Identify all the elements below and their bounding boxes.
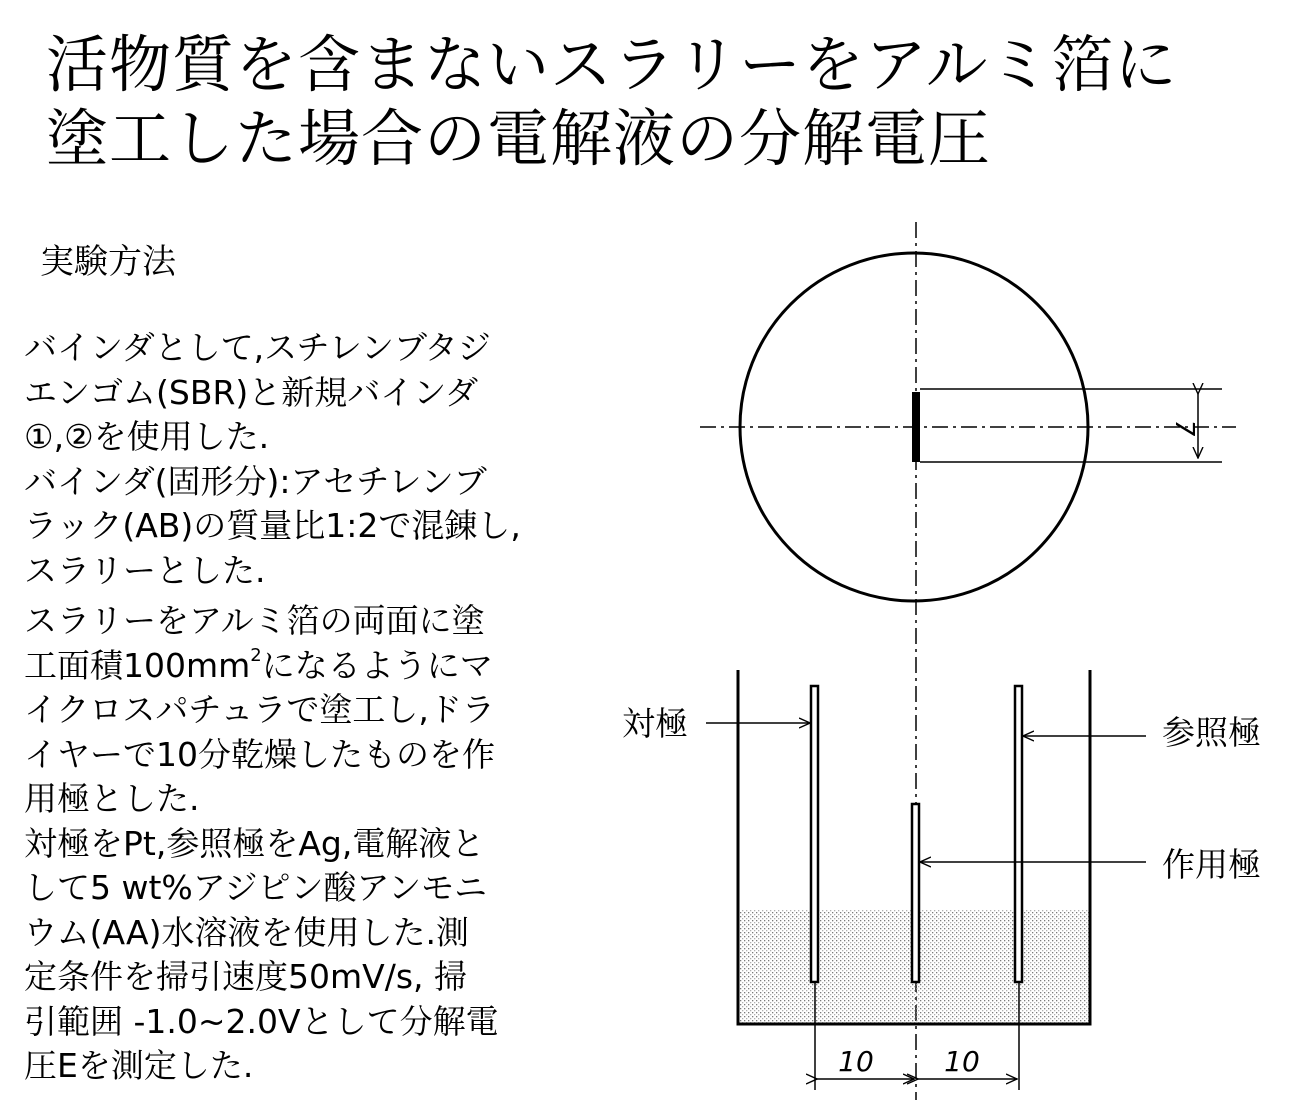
- working-electrode-label: 作用極: [1162, 845, 1261, 884]
- p3-line-2-post: になるようにマ: [261, 645, 493, 685]
- p3-line-5: 用極とした.: [24, 779, 200, 818]
- p3-line-3: イクロスパチュラで塗工し,ドラ: [24, 690, 495, 729]
- p4-line-2: して5 wt%アジピン酸アンモニ: [24, 868, 488, 907]
- reference-electrode-label: 参照極: [1162, 713, 1261, 752]
- title-line-2: 塗工した場合の電解液の分解電圧: [46, 102, 992, 175]
- reference-electrode: [1015, 686, 1022, 982]
- p3-line-4: イヤーで10分乾燥したものを作: [24, 734, 495, 774]
- dimension-label-7: 7: [1169, 419, 1199, 437]
- p1-line-3: ①,②を使用した.: [24, 417, 270, 456]
- p4-line-5: 引範囲 -1.0~2.0Vとして分解電: [24, 1001, 499, 1041]
- p3-line-2-pre: 工面積100mm: [24, 645, 251, 685]
- dimension-label-right: 10: [944, 1045, 980, 1078]
- p4-line-4: 定条件を掃引速度50mV/s, 掃: [24, 957, 468, 996]
- dimension-label-left: 10: [838, 1045, 874, 1078]
- p1-line-2: エンゴム(SBR)と新規バインダ: [24, 372, 478, 412]
- p3-line-1: スラリーをアルミ箔の両面に塗: [24, 601, 485, 640]
- counter-electrode-label: 対極: [622, 704, 688, 743]
- p2-line-2: ラック(AB)の質量比1:2で混錬し,: [24, 506, 521, 545]
- p4-line-3: ウム(AA)水溶液を使用した.測: [24, 912, 469, 952]
- working-electrode: [912, 804, 919, 982]
- counter-electrode: [811, 686, 818, 982]
- title-line-1: 活物質を含まないスラリーをアルミ箔に: [46, 28, 1178, 101]
- p4-line-1: 対極をPt,参照極をAg,電解液と: [24, 823, 485, 863]
- p2-line-3: スラリーとした.: [24, 550, 266, 590]
- p4-line-6: 圧Eを測定した.: [24, 1046, 254, 1085]
- superscript-2: 2: [250, 644, 262, 666]
- method-heading: 実験方法: [40, 242, 176, 282]
- top-view-electrode: [912, 392, 920, 462]
- p2-line-1: バインダ(固形分):アセチレンブ: [24, 461, 487, 501]
- p1-line-1: バインダとして,スチレンブタジ: [24, 328, 491, 367]
